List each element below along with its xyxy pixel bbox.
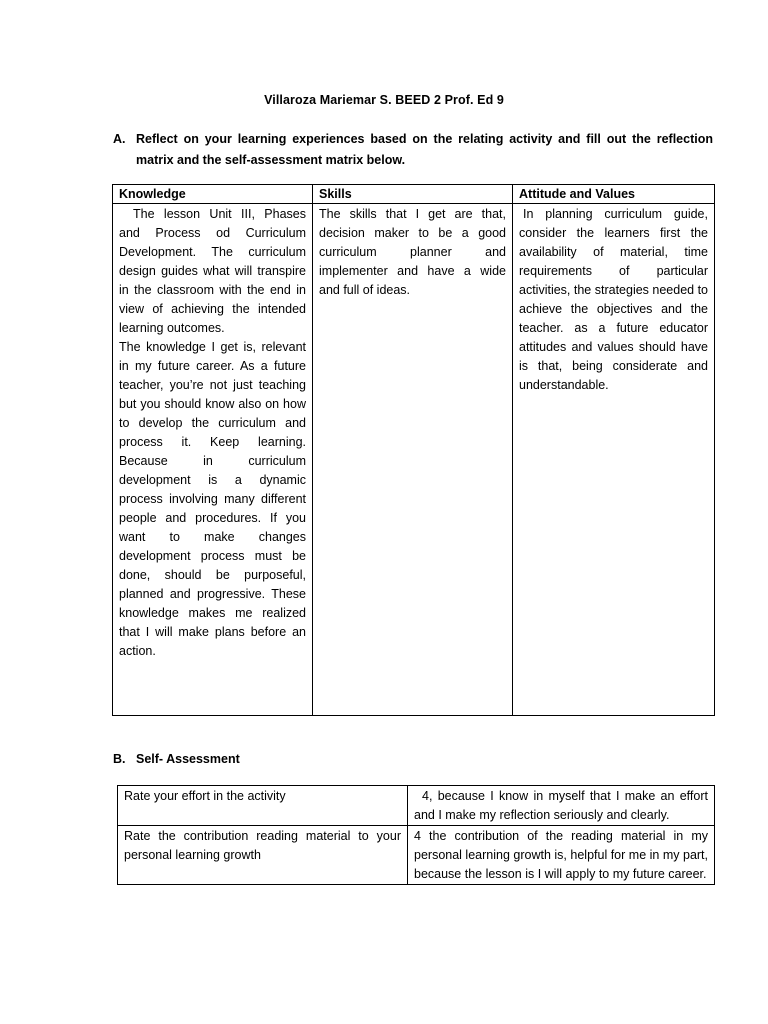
- section-a: [113, 129, 713, 171]
- knowledge-paragraph-2: The knowledge I get is, relevant in my future career. As a future teacher, you’re not just teaching but you should know also on how to develop the curriculum and process it. Keep learning. Because in curriculum development is a dynamic process involving many different people and procedures. If you want to make changes development process must be done, should be purposeful, planned and progressive. These knowledge makes me realized that I will make plans before an action.: [119, 340, 306, 658]
- header-attitude-values: Attitude and Values: [513, 185, 715, 204]
- assessment-answer: 4, because I know in myself that I make an effort and I make my reflection seriously and clearly.: [408, 786, 715, 826]
- assessment-answer: 4 the contribution of the reading material in my personal learning growth is, helpful for me in my part, because the lesson is I will apply to my future career.: [408, 826, 715, 885]
- header-knowledge: Knowledge: [113, 185, 313, 204]
- reflection-matrix-row: [113, 204, 715, 716]
- page-title: Villaroza Mariemar S. BEED 2 Prof. Ed 9: [264, 93, 504, 107]
- table-row: [118, 826, 715, 885]
- knowledge-paragraph-1: The lesson Unit III, Phases and Process od Curriculum Development. The curriculum design guides what will transpire in the classroom with the end in view of achieving the intended learning outcomes.: [119, 207, 306, 335]
- section-a-letter: A.: [113, 132, 126, 146]
- assessment-prompt: Rate the contribution reading material to your personal learning growth: [118, 826, 408, 885]
- assessment-prompt: Rate your effort in the activity: [118, 786, 408, 826]
- section-a-instruction: Reflect on your learning experiences based on the relating activity and fill out the reflection matrix and the self-assessment matrix below.: [136, 132, 713, 167]
- attitude-cell: [513, 204, 715, 716]
- section-b-heading: [113, 752, 240, 766]
- reflection-matrix: [112, 184, 715, 716]
- skills-cell: [313, 204, 513, 716]
- reflection-matrix-header-row: [113, 185, 715, 204]
- self-assessment-table: [117, 785, 715, 885]
- section-b-letter: B.: [113, 752, 126, 766]
- attitude-text: In planning curriculum guide, consider the learners first the availability of material, time requirements of particular activities, the strategies needed to achieve the objectives and the teacher. as a future educator attitudes and values should have is that, being considerate and understandable.: [519, 207, 709, 392]
- header-skills: Skills: [313, 185, 513, 204]
- table-row: [118, 786, 715, 826]
- skills-text: The skills that I get are that, decision maker to be a good curriculum planner and implementer and have a wide and full of ideas.: [319, 207, 506, 297]
- section-b-title: Self- Assessment: [136, 752, 240, 766]
- knowledge-cell: [113, 204, 313, 716]
